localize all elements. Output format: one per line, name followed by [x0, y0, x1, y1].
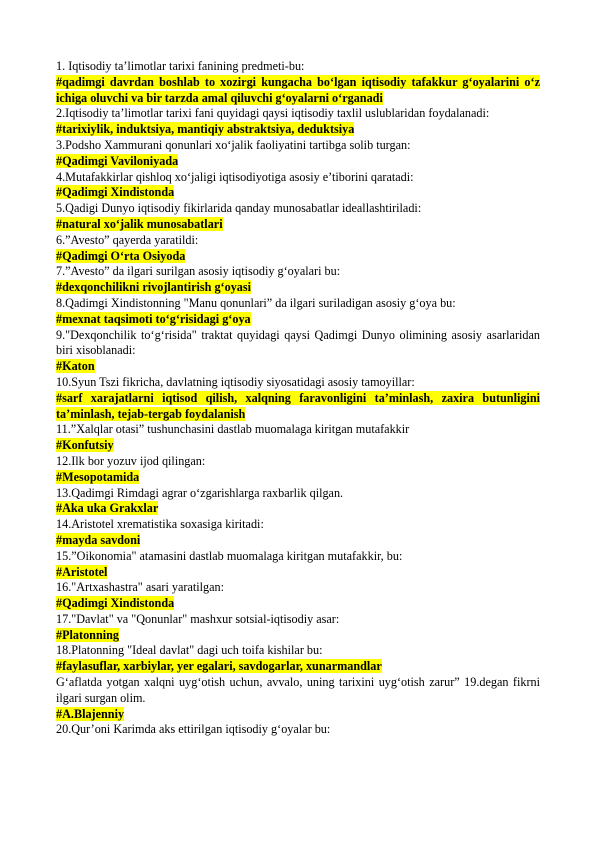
- document-page: [56, 59, 540, 738]
- question-12: 12.Ilk bor yozuv ijod qilingan:: [56, 453, 206, 468]
- question-14: 14.Aristotel xrematistika soxasiga kiritadi:: [56, 517, 264, 532]
- answer-15-text: #Aristotel: [56, 564, 108, 579]
- answer-9: [56, 359, 540, 375]
- answer-12-text: #Mesopotamida: [56, 469, 140, 484]
- answer-10-text: #sarf xarajatlarni iqtisod qilish, xalqning faravonligini ta’minlash, zaxira butunligini ta’minlash, tejab-tergab foydalanish: [56, 390, 540, 421]
- answer-6: [56, 249, 540, 265]
- answer-2-text: #tarixiylik, induktsiya, mantiqiy abstraktsiya, deduktsiya: [56, 122, 355, 137]
- question-19: G‘aflatda yotgan xalqni uyg‘otish uchun, avvalo, uning tarixini uyg‘otish zarur” 19.degan fikrni ilgari surgan olim.: [56, 675, 540, 705]
- question-13: 13.Qadimgi Rimdagi agrar o‘zgarishlarga raxbarlik qilgan.: [56, 485, 344, 500]
- question-15: 15.”Oikonomia" atamasini dastlab muomalaga kiritgan mutafakkir, bu:: [56, 548, 403, 563]
- answer-1-text: #qadimgi davrdan boshlab to xozirgi kungacha bo‘lgan iqtisodiy tafakkur g‘oyalarini o‘z ichiga oluvchi va bir tarzda amal qiluvchi g‘oyalarni o‘rganadi: [56, 74, 540, 105]
- question-20: 20.Qur’oni Karimda aks ettirilgan iqtisodiy g‘oyalar bu:: [56, 722, 331, 737]
- answer-19-text: #A.Blajenniy: [56, 706, 125, 721]
- answer-14-text: #mayda savdoni: [56, 532, 141, 547]
- question-4: 4.Mutafakkirlar qishloq xo‘jaligi iqtisodiyotiga asosiy e’tiborini qaratadi:: [56, 169, 414, 184]
- question-11: 11.”Xalqlar otasi” tushunchasini dastlab muomalaga kiritgan mutafakkir: [56, 422, 410, 437]
- answer-18: [56, 659, 540, 675]
- question-17: 17."Davlat" va "Qonunlar" mashxur sotsial-iqtisodiy asar:: [56, 611, 340, 626]
- question-10: 10.Syun Tszi fikricha, davlatning iqtisodiy siyosatidagi asosiy tamoyillar:: [56, 374, 415, 389]
- answer-7-text: #dexqonchilikni rivojlantirish g‘oyasi: [56, 280, 252, 295]
- answer-16-text: #Qadimgi Xindistonda: [56, 596, 175, 611]
- answer-3-text: #Qadimgi Vaviloniyada: [56, 153, 179, 168]
- answer-19: [56, 707, 540, 723]
- question-3: 3.Podsho Xammurani qonunlari xo‘jalik faoliyatini tartibga solib turgan:: [56, 137, 411, 152]
- question-6: 6.”Avesto” qayerda yaratildi:: [56, 232, 199, 247]
- question-8: 8.Qadimgi Xindistonning "Manu qonunlari” da ilgari suriladigan asosiy g‘oya bu:: [56, 295, 456, 310]
- answer-18-text: #faylasuflar, xarbiylar, yer egalari, savdogarlar, xunarmandlar: [56, 659, 382, 674]
- question-2: 2.Iqtisodiy ta’limotlar tarixi fani quyidagi qaysi iqtisodiy taxlil uslublaridan foydalanadi:: [56, 106, 490, 121]
- answer-13: [56, 501, 540, 517]
- answer-12: [56, 470, 540, 486]
- answer-4-text: #Qadimgi Xindistonda: [56, 185, 175, 200]
- answer-15: [56, 565, 540, 581]
- answer-16: [56, 596, 540, 612]
- question-7: 7.”Avesto” da ilgari surilgan asosiy iqtisodiy g‘oyalari bu:: [56, 264, 341, 279]
- answer-8: [56, 312, 540, 328]
- answer-9-text: #Katon: [56, 359, 95, 374]
- answer-17-text: #Platonning: [56, 627, 119, 642]
- question-9: 9."Dexqonchilik to‘g‘risida" traktat quyidagi qaysi Qadimgi Dunyo olimining asosiy asarlaridan biri xisoblanadi:: [56, 327, 540, 358]
- question-16: 16."Artxashastra" asari yaratilgan:: [56, 580, 224, 595]
- answer-5-text: #natural xo‘jalik munosabatlari: [56, 216, 223, 231]
- answer-7: [56, 280, 540, 296]
- answer-8-text: #mexnat taqsimoti to‘g‘risidagi g‘oya: [56, 311, 251, 326]
- answer-11-text: #Konfutsiy: [56, 438, 114, 453]
- answer-4: [56, 185, 540, 201]
- answer-10: [56, 391, 540, 423]
- answer-1: [56, 75, 540, 107]
- answer-3: [56, 154, 540, 170]
- answer-17: [56, 628, 540, 644]
- answer-14: [56, 533, 540, 549]
- question-5: 5.Qadigi Dunyo iqtisodiy fikirlarida qanday munosabatlar ideallashtiriladi:: [56, 201, 422, 216]
- answer-13-text: #Aka uka Grakxlar: [56, 501, 159, 516]
- answer-11: [56, 438, 540, 454]
- answer-5: [56, 217, 540, 233]
- answer-2: [56, 122, 540, 138]
- question-1: 1. Iqtisodiy ta’limotlar tarixi fanining predmeti-bu:: [56, 59, 305, 73]
- question-18: 18.Platonning "Ideal davlat" dagi uch toifa kishilar bu:: [56, 643, 323, 658]
- answer-6-text: #Qadimgi O‘rta Osiyoda: [56, 248, 186, 263]
